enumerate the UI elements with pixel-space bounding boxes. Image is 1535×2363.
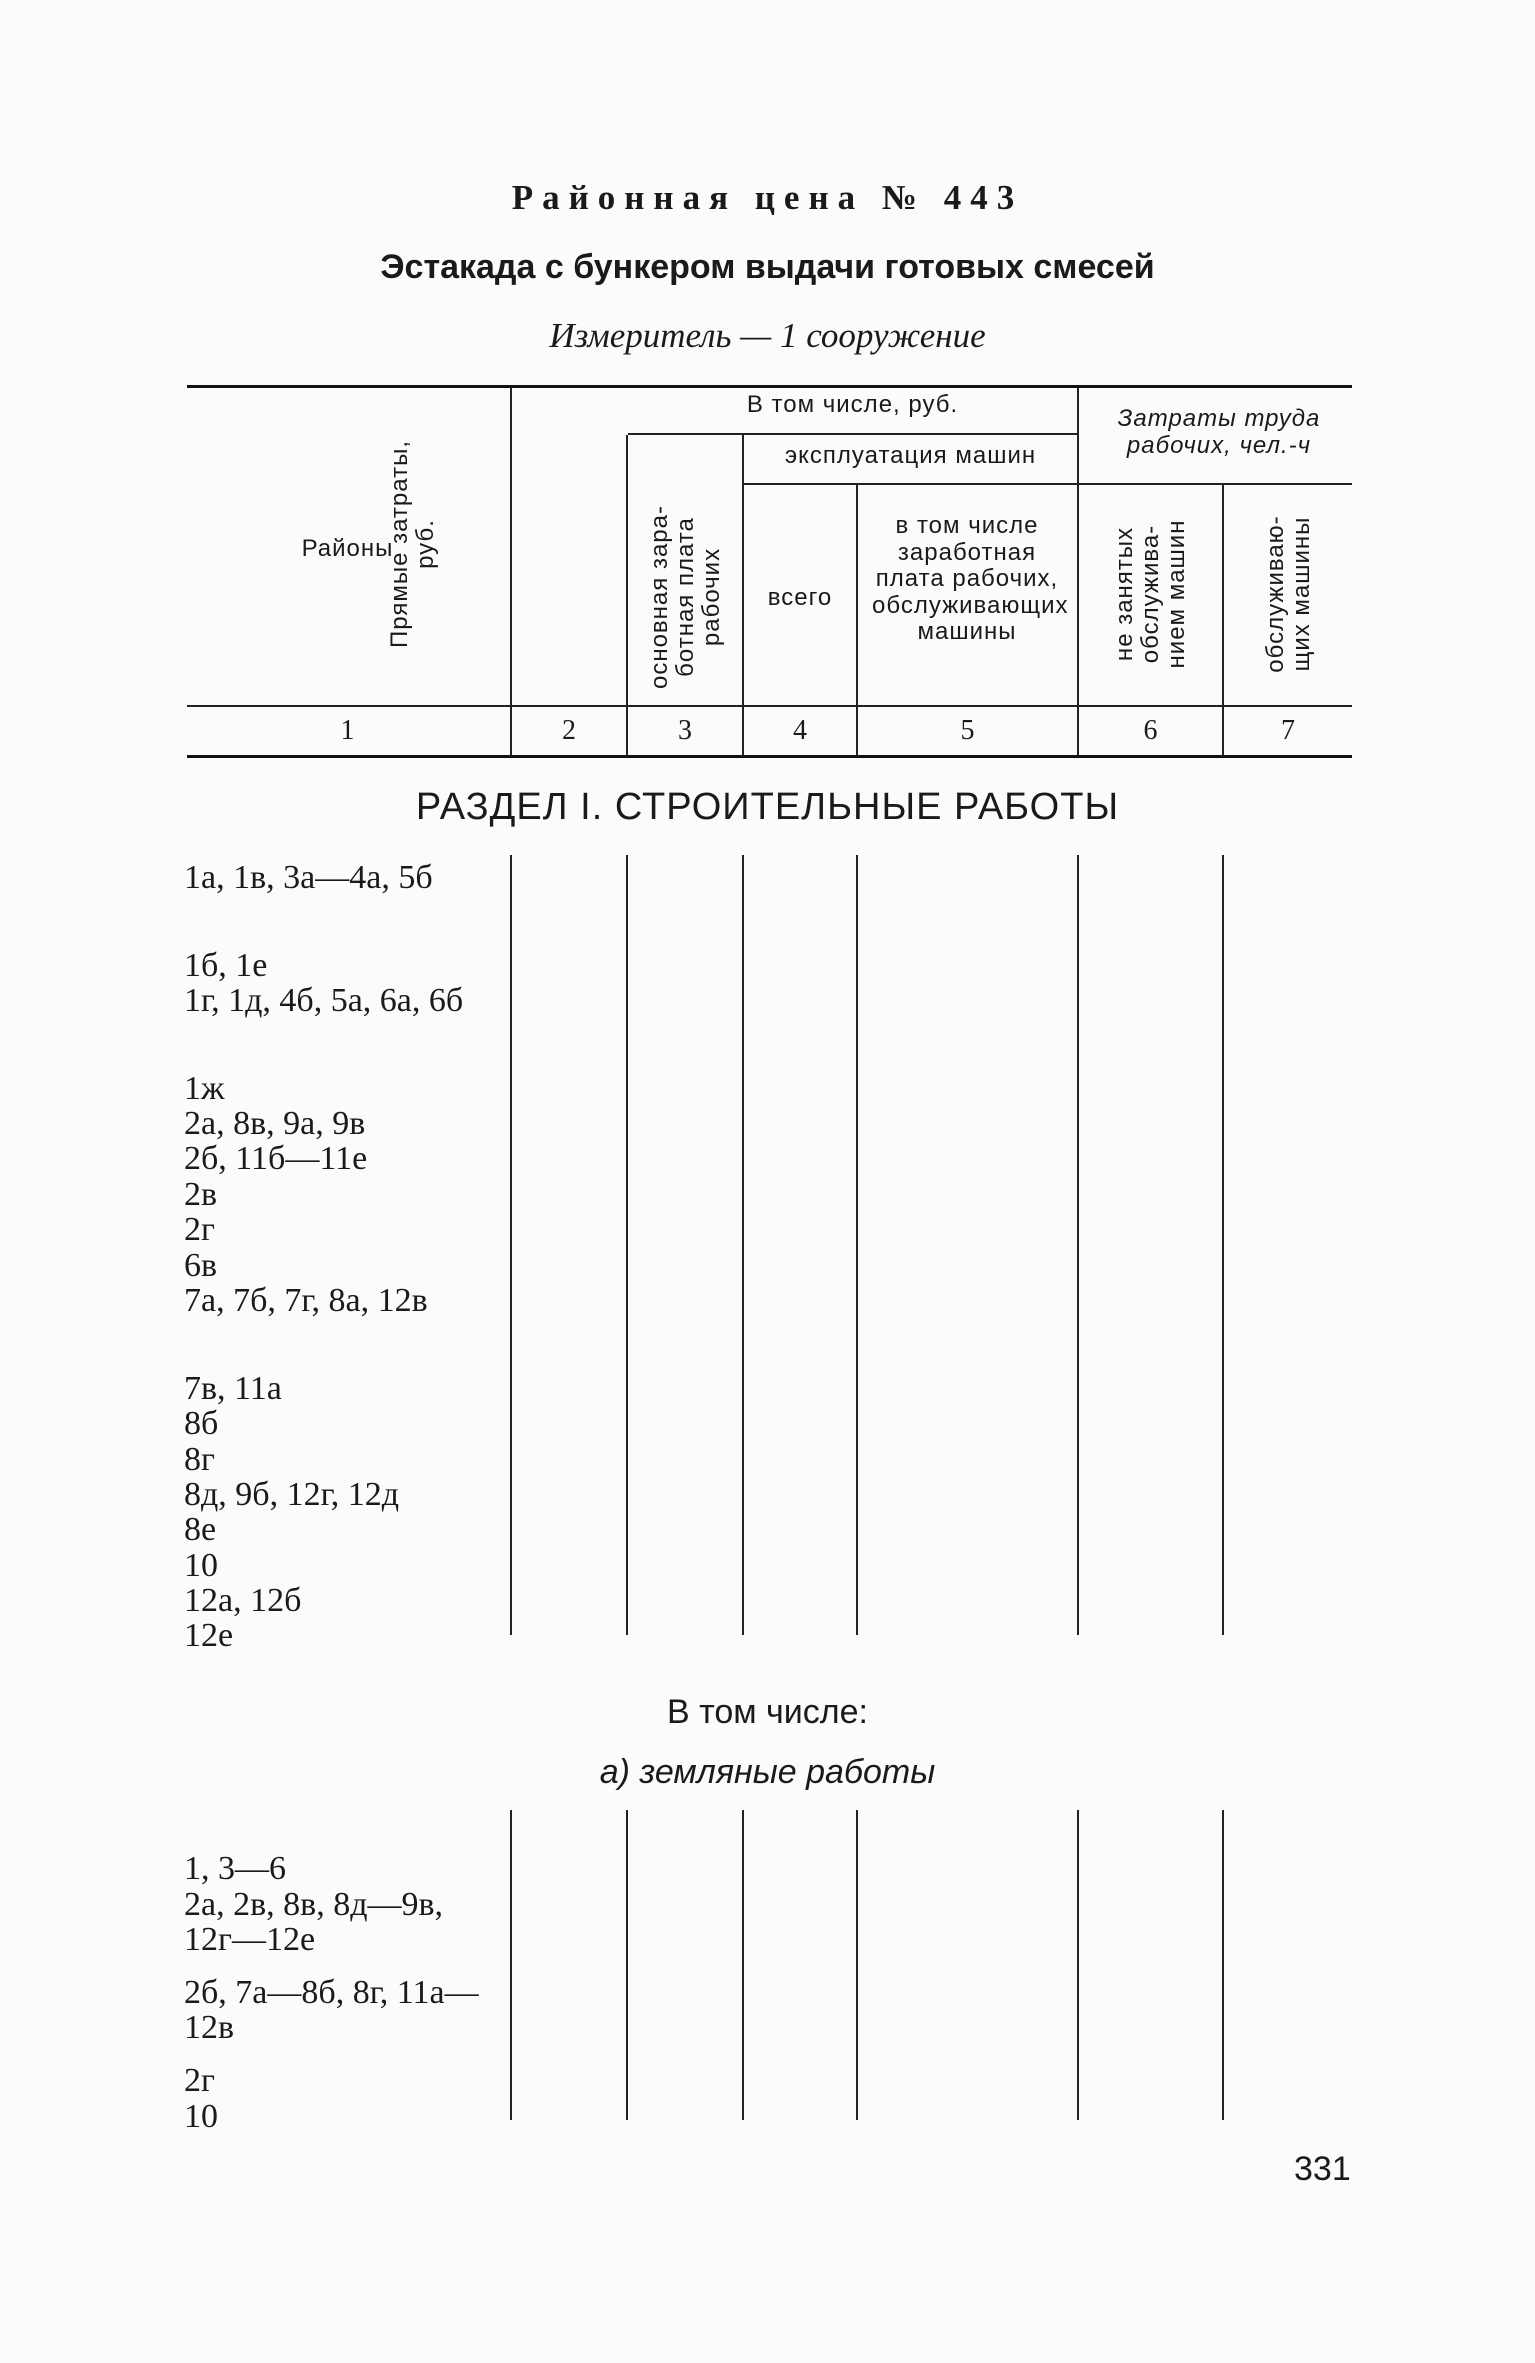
col-number: 5 <box>960 715 975 746</box>
col-number: 3 <box>678 715 692 746</box>
header-ekspluatatsiya: эксплуатация машин <box>784 442 1037 469</box>
page-title: Районная цена № 443 <box>511 178 1024 217</box>
header-zarplata-obsl: в том числе заработная плата рабочих, обслуживающих машины <box>872 512 1069 645</box>
header-divider <box>1077 388 1079 755</box>
table-top-rule <box>187 385 1352 388</box>
body-divider <box>626 1810 628 2120</box>
body-divider <box>626 855 628 1635</box>
header-number-rule <box>187 755 1352 758</box>
page-number: 331 <box>1294 2150 1351 2188</box>
header-divider <box>510 388 512 755</box>
body-divider <box>510 1810 512 2120</box>
region-cell: 2г <box>184 1211 215 1248</box>
header-osnovnaya: основная зара- ботная плата рабочих <box>646 505 725 690</box>
section-title: РАЗДЕЛ I. СТРОИТЕЛЬНЫЕ РАБОТЫ <box>415 786 1120 828</box>
region-cell: 7а, 7б, 7г, 8а, 12в <box>184 1282 428 1319</box>
including-label: В том числе: <box>667 1693 868 1731</box>
body-divider <box>1077 855 1079 1635</box>
col-number: 1 <box>340 715 355 746</box>
header-vsego: всего <box>767 584 833 611</box>
region-cell: 8е <box>184 1511 217 1548</box>
page-subtitle: Эстакада с бункером выдачи готовых смесей <box>380 248 1155 286</box>
region-cell: 7в, 11а <box>184 1370 282 1407</box>
region-cell: 1ж <box>184 1070 225 1107</box>
subsection-title: а) земляные работы <box>599 1753 936 1791</box>
body-divider <box>1222 855 1224 1635</box>
header-rule-labor <box>1079 483 1352 485</box>
region-cell: 8д, 9б, 12г, 12д <box>184 1476 400 1513</box>
body-divider <box>742 1810 744 2120</box>
region-cell: 6в <box>184 1247 218 1284</box>
body-divider <box>856 1810 858 2120</box>
header-rule-group <box>628 433 1079 435</box>
region-cell: 2б, 11б—11е <box>184 1140 368 1177</box>
header-ne-zanyatyh: не занятых обслужива- нием машин <box>1111 519 1190 669</box>
region-cell: 1а, 1в, 3а—4а, 5б <box>184 859 433 896</box>
col-number: 2 <box>562 715 576 746</box>
region-cell: 2г <box>184 2062 215 2099</box>
header-priamye: Прямые затраты, руб. <box>386 440 439 648</box>
col-number: 7 <box>1281 715 1295 746</box>
body-divider <box>856 855 858 1635</box>
header-rayony: Районы <box>301 535 394 562</box>
region-cell: 2а, 8в, 9а, 9в <box>184 1105 366 1142</box>
header-obsluzhivayuschih: обслуживаю- щих машины <box>1262 515 1315 673</box>
col-number: 6 <box>1143 715 1158 746</box>
region-cell: 1б, 1е <box>184 947 268 984</box>
region-cell: 8б <box>184 1405 219 1442</box>
header-v-tom-chisle: В том числе, руб. <box>746 391 959 418</box>
col-number: 4 <box>793 715 807 746</box>
region-cell: 10 <box>184 2098 218 2135</box>
measure-unit: Измеритель — 1 сооружение <box>549 316 986 355</box>
body-divider <box>1222 1810 1224 2120</box>
region-cell: 1, 3—6 <box>184 1850 286 1887</box>
region-cell: 2б, 7а—8б, 8г, 11а—12в <box>184 1974 479 2046</box>
header-divider <box>626 435 628 755</box>
header-rule-machines <box>742 483 1079 485</box>
body-divider <box>742 855 744 1635</box>
region-cell: 2а, 2в, 8в, 8д—9в, 12г—12е <box>184 1886 444 1958</box>
body-divider <box>1077 1810 1079 2120</box>
header-zatraty-truda: Затраты труда рабочих, чел.-ч <box>1117 405 1321 459</box>
body-divider <box>510 855 512 1635</box>
region-cell: 12е <box>184 1617 234 1654</box>
region-cell: 8г <box>184 1441 215 1478</box>
region-cell: 1г, 1д, 4б, 5а, 6а, 6б <box>184 982 464 1019</box>
region-cell: 2в <box>184 1176 218 1213</box>
header-bottom-rule <box>187 705 1352 707</box>
region-cell: 10 <box>184 1547 218 1584</box>
region-cell: 12а, 12б <box>184 1582 302 1619</box>
